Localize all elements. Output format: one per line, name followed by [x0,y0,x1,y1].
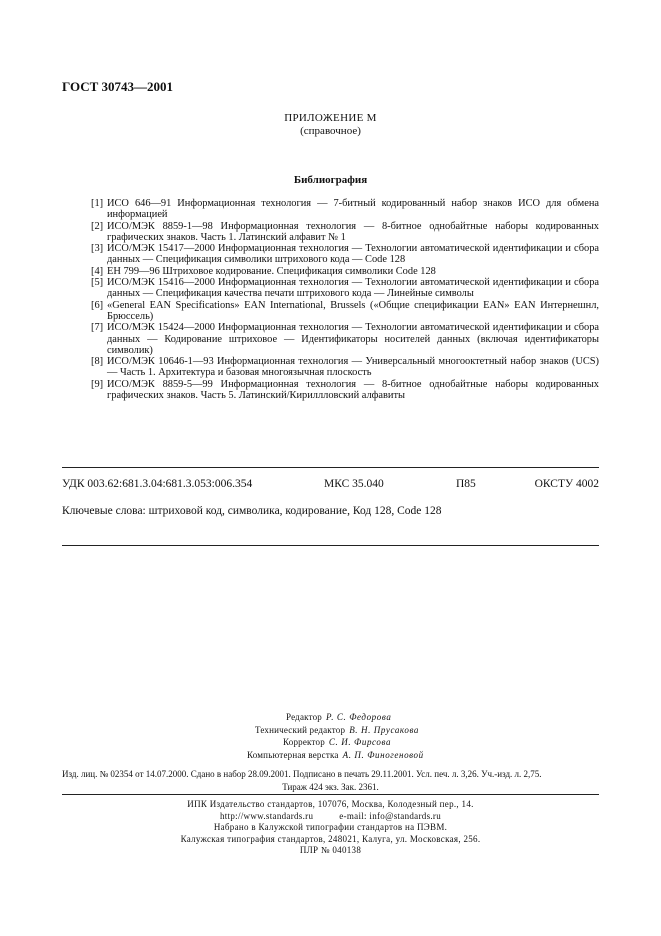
imprint-print-run: Тираж 424 экз. Зак. 2361. [282,781,379,792]
bibliography-item-text: ИСО/МЭК 15417—2000 Информационная технология — Технологии автоматической идентификации и сбора данных — Спецификация символики штрихового кода — Code 128 [107,243,599,266]
editor-name: А. П. Финогеновой [342,749,424,760]
publisher-typeset: Набрано в Калужской типографии стандартов на ПЭВМ. [213,822,448,832]
bibliography-item [91,300,599,323]
udc-code: УДК 003.62:681.3.04:681.3.053:006.354 [62,478,253,490]
bibliography-item-text: «General EAN Specifications» EAN International, Brussels («Общие спецификации EAN» EAN Интернешнл, Брюссель) [107,299,599,322]
bibliography-item [91,243,599,266]
email-link[interactable]: e-mail: info@standards.ru [339,810,442,821]
editors-block [240,711,424,761]
publisher-contacts [62,811,599,823]
bibliography-item [91,198,599,221]
editor-line [240,749,424,762]
bibliography-item-number: [9] [91,378,104,390]
bibliography-item-number: [2] [91,220,104,232]
bibliography-item [91,356,599,379]
publisher-block [62,799,599,857]
imprint-line: Изд. лиц. № 02354 от 14.07.2000. Сдано в набор 28.09.2001. Подписано в печать 29.11.2001. Усл. печ. л. 3,26. Уч.-изд. л. 2,75. [62,769,542,779]
editor-line [240,736,424,749]
bibliography-item-text: ИСО/МЭК 15424—2000 Информационная технология — Технологии автоматической идентификации и сбора данных — Кодирование штриховое — Идентификаторы носителей данных (включая идентификаторы символик) [107,322,599,356]
publisher-printer: Калужская типография стандартов, 248021, Калуга, ул. Московская, 256. [180,833,481,844]
document-code: ГОСТ 30743—2001 [62,79,174,94]
bibliography-item-text: ЕН 799—96 Штриховое кодирование. Спецификация символики Code 128 [107,265,436,277]
publisher-address: ИПК Издательство стандартов, 107076, Москва, Колодезный пер., 14. [187,799,474,809]
mks-code: МКС 35.040 [324,478,384,490]
appendix-subtitle: (справочное) [300,125,361,137]
bibliography-item [91,277,599,300]
bibliography-item-text: ИСО/МЭК 8859-5—99 Информационная технология — 8-битное однобайтные наборы кодированных графических знаков. Часть 5. Латинский/Кириллловский алфавиты [107,378,599,402]
editor-role: Редактор [286,712,323,722]
bibliography-item-number: [1] [91,198,104,209]
website-link[interactable]: http://www.standards.ru [219,810,314,821]
bibliography-item [91,266,599,277]
editor-name: Р. С. Федорова [326,712,392,722]
okstu-code: ОКСТУ 4002 [534,478,599,490]
bibliography-item-text: ИСО 646—91 Информационная технология — 7-битный кодированный набор знаков ИСО для обмена информацией [107,198,599,221]
bibliography-item-number: [4] [91,265,104,277]
editor-role: Технический редактор [255,724,346,735]
bibliography-item-number: [8] [91,356,104,368]
publisher-license: ПЛР № 040138 [299,845,362,855]
editor-line [240,724,424,737]
appendix-title: ПРИЛОЖЕНИЕ М [284,112,377,124]
divider-bottom [62,545,599,546]
bibliography-list [91,198,599,401]
bibliography-item-number: [3] [91,243,104,255]
bibliography-item-number: [7] [91,322,104,334]
editor-name: В. Н. Прусакова [349,724,420,735]
bibliography-item [91,221,599,244]
editor-line [240,711,424,724]
bibliography-item-text: ИСО/МЭК 10646-1—93 Информационная технология — Универсальный многооктетный набор знаков (UCS) — Часть 1. Архитектура и базовая многоязычная плоскость [107,356,599,379]
bibliography-item-number: [5] [91,277,104,289]
bibliography-item [91,379,599,402]
group-code: П85 [456,478,476,490]
divider-top [62,467,599,468]
bibliography-item [91,322,599,356]
bibliography-item-number: [6] [91,299,104,311]
keywords: Ключевые слова: штриховой код, символика, кодирование, Код 128, Code 128 [62,505,442,517]
editor-name: С. И. Фирсова [328,737,392,747]
divider-imprint [62,794,599,795]
bibliography-title: Библиография [293,174,368,186]
bibliography-item-text: ИСО/МЭК 8859-1—98 Информационная технология — 8-битное однобайтные наборы кодированных графических знаков. Часть 1. Латинский алфавит № 1 [107,220,599,243]
editor-role: Компьютерная верстка [247,749,339,760]
editor-role: Корректор [283,737,325,747]
imprint-block [62,768,599,793]
bibliography-item-text: ИСО/МЭК 15416—2000 Информационная технология — Технологии автоматической идентификации и сбора данных — Спецификация качества печати штрихового кода — Линейные символы [107,277,599,300]
